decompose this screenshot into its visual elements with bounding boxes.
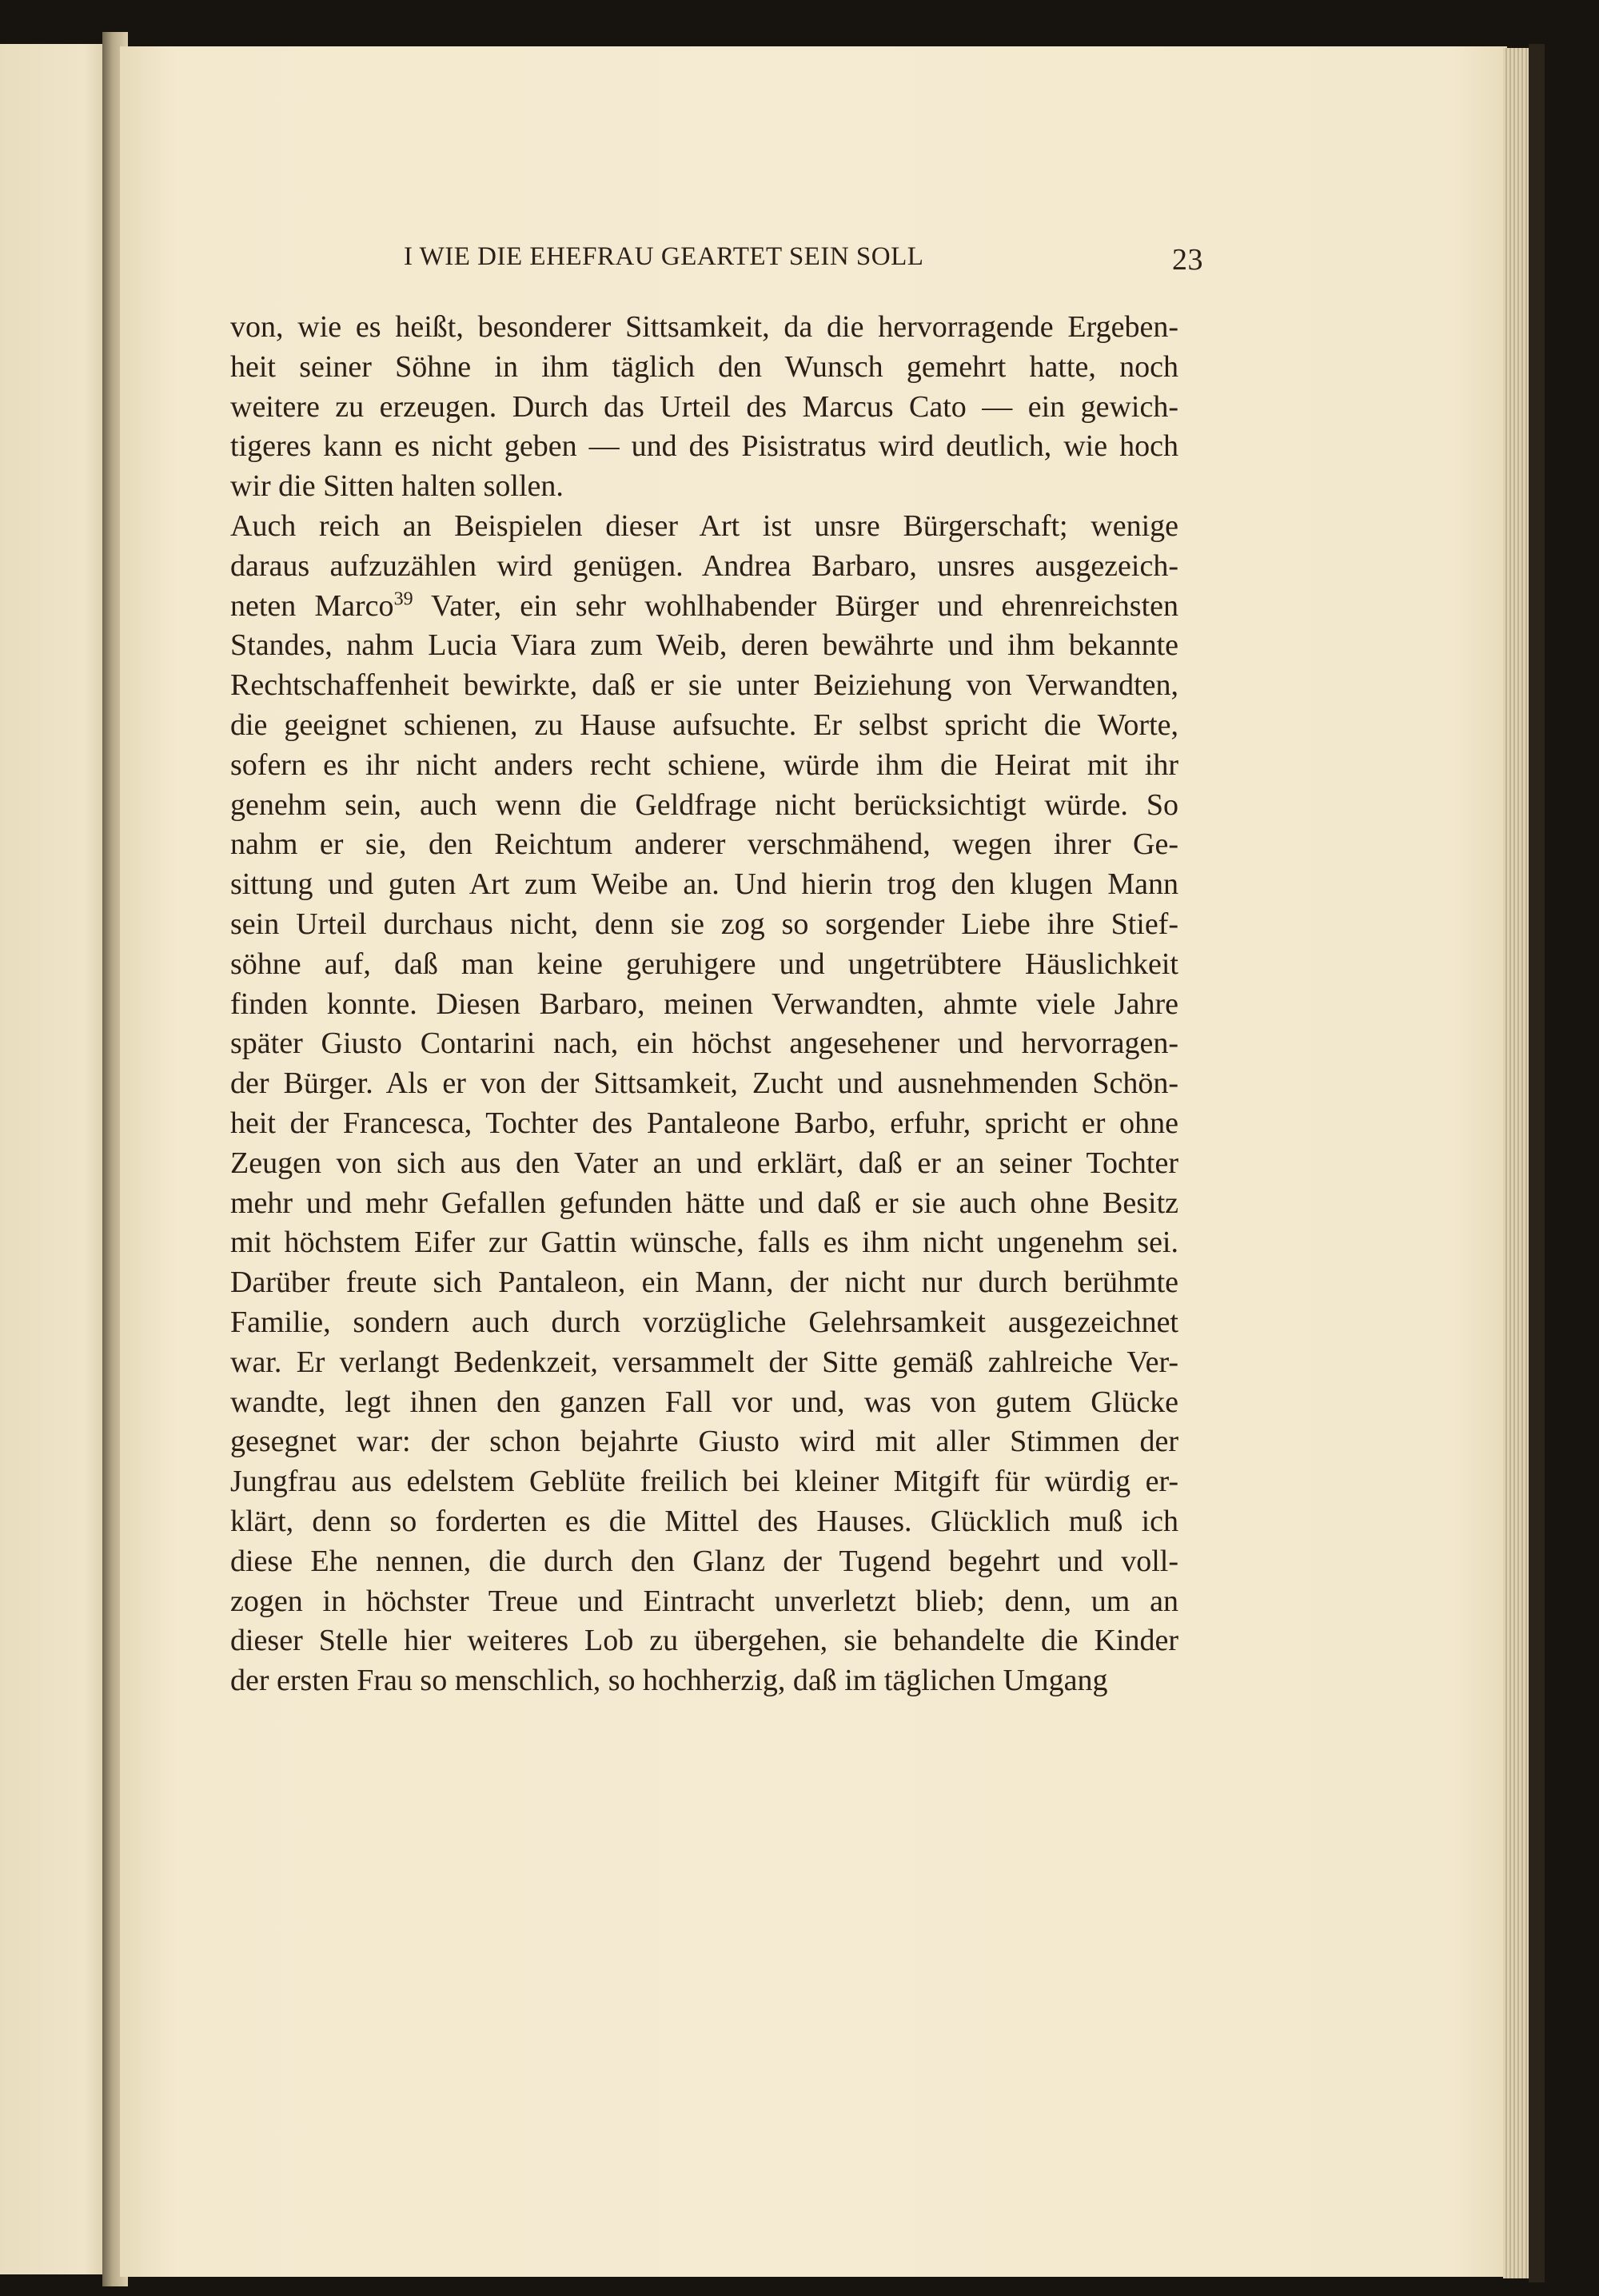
text-line: zogen in höchster Treue und Eintracht unverletzt blieb; denn, um an — [230, 1584, 1178, 1618]
page-block-edge — [1503, 48, 1531, 2278]
text-line: weitere zu erzeugen. Durch das Urteil des Marcus Cato — ein gewich- — [230, 389, 1178, 424]
text-line: Darüber freute sich Pantaleon, ein Mann, der nicht nur durch berühmte — [230, 1266, 1178, 1300]
text-line: später Giusto Contarini nach, ein höchst angesehener und hervorragen- — [230, 1026, 1178, 1061]
text-line: sein Urteil durchaus nicht, denn sie zog so sorgender Liebe ihre Stief- — [230, 907, 1178, 941]
text-line-with-footnote — [230, 587, 1178, 627]
text-line: Rechtschaffenheit bewirkte, daß er sie unter Beiziehung von Verwandten, — [230, 668, 1178, 703]
text-line: mit höchstem Eifer zur Gattin wünsche, falls es ihm nicht ungenehm sei. — [230, 1226, 1178, 1260]
text-line: Auch reich an Beispielen dieser Art ist unsre Bürgerschaft; wenige — [230, 508, 1178, 543]
text-line: klärt, denn so forderten es die Mittel des Hauses. Glücklich muß ich — [230, 1504, 1178, 1538]
line-rest: Vater, ein sehr wohlhabender Bürger und ehrenreichsten — [430, 588, 1178, 623]
text-line: Standes, nahm Lucia Viara zum Weib, deren bewährte und ihm bekannte — [230, 628, 1178, 663]
running-header — [404, 242, 1203, 281]
text-line: Zeugen von sich aus den Vater an und erklärt, daß er an seiner Tochter — [230, 1146, 1178, 1180]
text-line: heit seiner Söhne in ihm täglich den Wunsch gemehrt hatte, noch — [230, 349, 1178, 384]
text-line: daraus aufzuzählen wird genügen. Andrea Barbaro, unsres ausgezeich- — [230, 548, 1178, 583]
text-line: sittung und guten Art zum Weibe an. Und hierin trog den klugen Mann — [230, 867, 1178, 902]
text-line: der ersten Frau so menschlich, so hochherzig, daß im täglichen Umgang — [230, 1664, 1108, 1698]
text-line: dieser Stelle hier weiteres Lob zu übergehen, sie behandelte die Kinder — [230, 1624, 1178, 1658]
text-line: war. Er verlangt Bedenkzeit, versammelt der Sitte gemäß zahlreiche Ver- — [230, 1345, 1178, 1379]
body-text — [230, 308, 1178, 1701]
footnote-marker: 39 — [393, 588, 413, 609]
text-line: wir die Sitten halten sollen. — [230, 469, 564, 504]
text-line: Familie, sondern auch durch vorzügliche Gelehrsamkeit ausgezeichnet — [230, 1305, 1178, 1339]
text-line: von, wie es heißt, besonderer Sittsamkeit, da die hervorragende Ergeben- — [230, 310, 1178, 344]
text-line: genehm sein, auch wenn die Geldfrage nicht berücksichtigt würde. So — [230, 787, 1178, 822]
text-line: gesegnet war: der schon bejahrte Giusto wird mit aller Stimmen der — [230, 1425, 1178, 1459]
page-number: 23 — [1172, 243, 1203, 277]
cover-edge — [1529, 44, 1545, 2282]
running-title: I WIE DIE EHEFRAU GEARTET SEIN SOLL — [404, 242, 924, 271]
line-prefix: neten Marco — [230, 588, 394, 623]
text-line: der Bürger. Als er von der Sittsamkeit, Zucht und ausnehmenden Schön- — [230, 1066, 1178, 1101]
text-line: söhne auf, daß man keine geruhigere und ungetrübtere Häuslichkeit — [230, 947, 1178, 981]
text-line: die geeignet schienen, zu Hause aufsuchte. Er selbst spricht die Worte, — [230, 708, 1178, 742]
text-line: sofern es ihr nicht anders recht schiene, würde ihm die Heirat mit ihr — [230, 747, 1178, 782]
text-line: mehr und mehr Gefallen gefunden hätte und daß er sie auch ohne Besitz — [230, 1186, 1178, 1220]
text-line: tigeres kann es nicht geben — und des Pisistratus wird deutlich, wie hoch — [230, 429, 1178, 464]
text-line: wandte, legt ihnen den ganzen Fall vor und, was von gutem Glücke — [230, 1385, 1178, 1419]
text-line: finden konnte. Diesen Barbaro, meinen Verwandten, ahmte viele Jahre — [230, 987, 1178, 1021]
text-line: Jungfrau aus edelstem Geblüte freilich bei kleiner Mitgift für würdig er- — [230, 1465, 1178, 1499]
text-line: heit der Francesca, Tochter des Pantaleone Barbo, erfuhr, spricht er ohne — [230, 1106, 1178, 1140]
text-line: nahm er sie, den Reichtum anderer verschmähend, wegen ihrer Ge- — [230, 827, 1178, 862]
text-line: diese Ehe nennen, die durch den Glanz der Tugend begehrt und voll- — [230, 1544, 1178, 1578]
